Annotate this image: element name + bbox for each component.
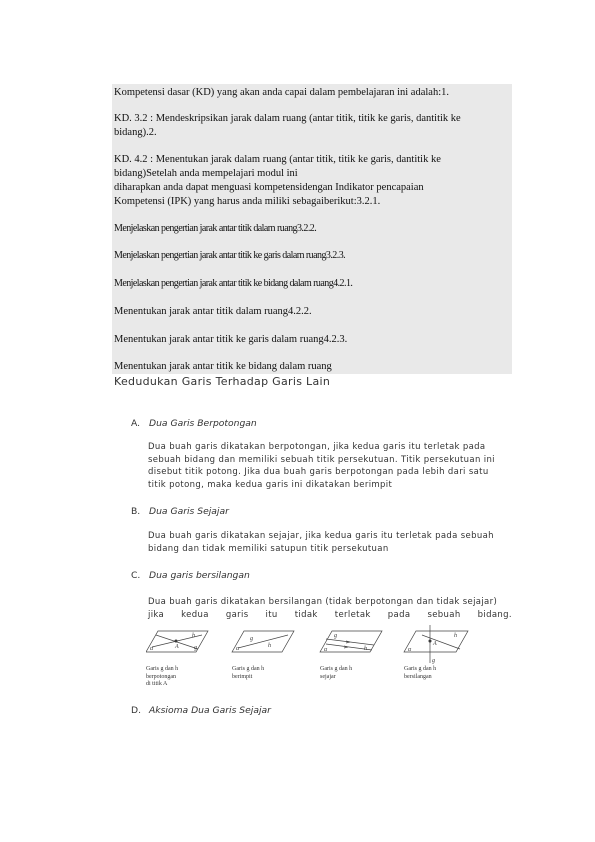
alpha-label: α [408,647,412,653]
kd-42-line-1: KD. 4.2 : Menentukan jarak dalam ruang (antar titik, titik ke garis, dantitik ke [114,154,441,165]
g-label: g [194,645,197,651]
h-label: h [454,633,457,639]
item-heading-a [131,418,257,429]
paragraph-line: Dua buah garis dikatakan sejajar, jika kedua garis itu terletak pada sebuah [148,531,494,541]
figure-caption [320,666,352,681]
ipk-item: Menjelaskan pengertian jarak antar titik dalam ruang3.2.2. [114,223,317,234]
item-letter: D. [131,705,141,716]
g-label: g [432,658,435,664]
kd-32-line-2: bidang).2. [114,127,157,138]
caption-line: bersilangan [404,673,432,680]
caption-line: sejajar [320,673,336,680]
item-letter: A. [131,418,141,429]
line-position-figure [146,625,486,695]
kd-42-line-4: Kompetensi (IPK) yang harus anda miliki sebagaiberikut:3.2.1. [114,196,381,207]
word: garis [225,609,249,620]
item-heading-c [131,570,250,581]
caption-line: berimpit [232,673,253,680]
paragraph-b [148,530,512,555]
intersecting-lines-diagram [146,631,208,652]
caption-line: Garis g dan h [232,666,265,672]
g-label: g [250,636,253,642]
item-letter: C. [131,570,141,581]
parallel-lines-diagram [320,631,382,653]
item-title: Dua Garis Sejajar [149,506,229,517]
word: jika [148,609,165,620]
caption-line: Garis g dan h [404,666,437,672]
kd-32-line-1: KD. 3.2 : Mendeskripsikan jarak dalam ruang (antar titik, titik ke garis, dantitik ke [114,113,461,124]
caption-line: di titik A [146,681,168,687]
alpha-label: α [150,646,154,652]
point-a [429,640,431,642]
coincident-lines-diagram [232,631,294,652]
alpha-label: α [324,647,328,653]
a-label: A [175,644,179,650]
ipk-item: Menjelaskan pengertian jarak antar titik ke bidang dalam ruang4.2.1. [114,278,353,289]
paragraph-line: Dua buah garis dikatakan berpotongan, jika kedua garis itu terletak pada [148,442,486,452]
h-label: h [364,646,367,652]
a-label: A [433,641,437,647]
ipk-item: Menjelaskan pengertian jarak antar titik ke garis dalam ruang3.2.3. [114,250,346,261]
paragraph-line: disebut titik potong. Jika dua buah garis berpotongan pada lebih dari satu [148,467,489,477]
paragraph-line: Dua buah garis dikatakan bersilangan (tidak berpotongan dan tidak sejajar) [148,597,498,607]
caption-line: Garis g dan h [146,666,179,672]
paragraph-line: bidang dan tidak memiliki satupun titik persekutuan [148,543,389,554]
kd-42-line-2: bidang)Setelah anda mempelajari modul ini [114,168,298,179]
ipk-item: Menentukan jarak antar titik dalam ruang4.2.2. [114,306,312,317]
kd-42-line-3: diharapkan anda dapat menguasi kompetensidengan Indikator pencapaian [114,182,424,193]
item-title: Aksioma Dua Garis Sejajar [149,705,271,716]
word: sebuah [427,609,461,620]
word: terletak [334,609,371,620]
paragraph-line: sebuah bidang dan memiliki sebuah titik persekutuan. Titik persekutuan ini [148,454,495,465]
paragraph-line-justified [148,609,512,622]
figure-caption [146,666,178,689]
item-heading-d [131,705,271,716]
paragraph-a [148,441,512,491]
paragraph-c [148,596,512,621]
section-title: Kedudukan Garis Terhadap Garis Lain [114,375,331,388]
h-label: h [268,643,271,649]
kd-intro: Kompetensi dasar (KD) yang akan anda capai dalam pembelajaran ini adalah:1. [114,87,449,98]
figure-caption [404,666,436,681]
word: itu [265,609,278,620]
item-letter: B. [131,506,141,517]
alpha-label: α [236,646,240,652]
figure-caption [232,666,264,681]
word: bidang. [477,609,512,620]
word: tidak [294,609,318,620]
ipk-item: Menentukan jarak antar titik ke garis dalam ruang4.2.3. [114,334,348,345]
g-label: g [334,633,337,639]
ipk-item: Menentukan jarak antar titik ke bidang dalam ruang [114,361,332,372]
caption-line: berpotongan [146,673,176,680]
h-label: h [192,633,195,639]
word: kedua [181,609,209,620]
item-title: Dua Garis Berpotongan [149,418,257,429]
figure-diagrams [146,625,486,695]
caption-line: Garis g dan h [320,666,353,672]
item-heading-b [131,506,229,517]
word: pada [387,609,411,620]
paragraph-line: titik potong, maka kedua garis ini dikatakan berimpit [148,479,393,490]
item-title: Dua garis bersilangan [149,570,250,581]
skew-lines-diagram [404,625,468,664]
